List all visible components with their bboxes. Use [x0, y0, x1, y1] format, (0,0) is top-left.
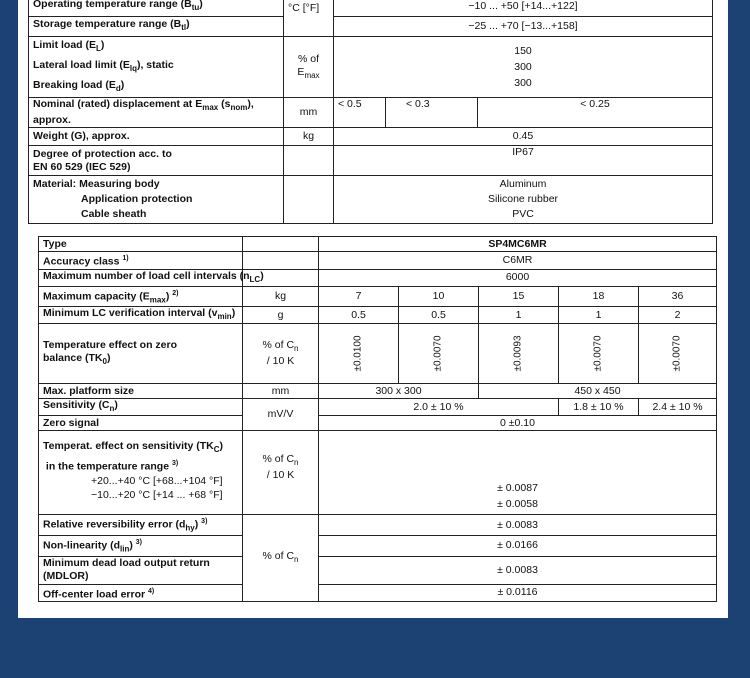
- capacity-value: 36: [639, 286, 717, 307]
- row-weight: [29, 128, 713, 146]
- vmin-value: 1: [559, 307, 639, 324]
- lateral-load-label: Lateral load limit $(E_{lq})$, static: [33, 59, 174, 74]
- tkc-range-1: +20...+40 °C [+68...+104 °F]: [91, 474, 223, 487]
- row-load-group: [29, 37, 713, 98]
- vmin-value: 2: [639, 307, 717, 324]
- vmin-value: 0.5: [399, 307, 479, 324]
- vmin-value: 0.5: [319, 307, 399, 324]
- nonlinearity-value: ± 0.0166: [319, 535, 717, 556]
- sensitivity-value: 2.0 ± 10 %: [319, 399, 559, 416]
- row-storage-temperature: Storage temperature range $(B_{tl})$ −25 ... +70 [−13...+158]: [29, 17, 713, 37]
- protection-value: IP67: [334, 146, 713, 176]
- row-operating-temperature: Operating temperature range $(B_{tu})$ °C [°F] −10 ... +50 [+14...+122]: [29, 0, 713, 17]
- row-intervals: Maximum number of load cell intervals $(n_{LC})$ 6000: [39, 269, 717, 286]
- accuracy-value: C6MR: [319, 252, 717, 270]
- row-sensitivity: Sensitivity $(C_n)$ mV/V 2.0 ± 10 % 1.8 ± 10 % 2.4 ± 10 %: [39, 399, 717, 416]
- specs-table-general: [28, 0, 713, 224]
- tk0-value: ±0.0100: [352, 335, 364, 372]
- vmin-unit: g: [243, 307, 319, 324]
- row-tk0: Temperature effect on zero balance $(TK_0)$ % of $C_n$ / 10 K ±0.0100 ±0.0070 ±0.0093 ±0.0070 ±0.0070: [39, 324, 717, 384]
- capacity-value: 15: [479, 286, 559, 307]
- row-mdlor: Minimum dead load output return (MDLOR) ± 0.0083: [39, 556, 717, 584]
- tkc-unit: % of $C_n$ / 10 K: [243, 431, 319, 515]
- specs-table-type: [38, 236, 717, 602]
- intervals-value: 6000: [319, 269, 717, 286]
- displacement-value-2: < 0.3: [386, 98, 478, 128]
- offcenter-value: ± 0.0116: [319, 584, 717, 602]
- weight-unit: kg: [284, 128, 334, 146]
- breaking-load-value: 300: [514, 77, 532, 90]
- capacity-value: 10: [399, 286, 479, 307]
- limit-load-label: Limit load $(E_L)$: [33, 39, 105, 54]
- tkc-value-2: ± 0.0058: [497, 498, 538, 511]
- tk0-value: ±0.0070: [432, 335, 444, 372]
- tk0-value: ±0.0070: [592, 335, 604, 372]
- row-material: Material: Measuring body Application protection Cable sheath Aluminum Silicone rubber PVC: [29, 176, 713, 224]
- row-offcenter: Off-center load error $^{4)}$ ± 0.0116: [39, 584, 717, 602]
- load-unit: % of $E_{max}$: [284, 37, 334, 98]
- row-platform: [39, 384, 717, 399]
- sensitivity-value: 2.4 ± 10 %: [639, 399, 717, 416]
- reversibility-value: ± 0.0083: [319, 515, 717, 536]
- mdlor-value: ± 0.0083: [319, 556, 717, 584]
- row-type: [39, 237, 717, 252]
- lateral-load-value: 300: [514, 61, 532, 74]
- platform-value: 300 x 300: [319, 384, 479, 399]
- row-tkc: Temperat. effect on sensitivity $(TK_C)$ in the temperature range $^{3)}$ +20...+40 °C [+68...+104 °F] −10...+20 °C [+14 ... +68 °F] % of $C_n$ / 10 K ± 0.0087 ± 0.0058: [39, 431, 717, 515]
- displacement-unit: mm: [284, 98, 334, 128]
- capacity-value: 18: [559, 286, 639, 307]
- material-protection-value: Silicone rubber: [487, 193, 559, 206]
- sensitivity-value: 1.8 ± 10 %: [559, 399, 639, 416]
- tk0-value: ±0.0093: [512, 335, 524, 372]
- tkc-range-2: −10...+20 °C [+14 ... +68 °F]: [91, 488, 223, 501]
- row-vmin: Minimum LC verification interval $(v_{min})$ g 0.5 0.5 1 1 2: [39, 307, 717, 324]
- type-value: SP4MC6MR: [319, 237, 717, 252]
- weight-value: 0.45: [334, 128, 713, 146]
- sensitivity-unit: mV/V: [243, 399, 319, 431]
- material-body-value: Aluminum: [499, 178, 547, 191]
- temp-unit: °C [°F]: [284, 0, 334, 37]
- row-accuracy: Accuracy class $^{1)}$ C6MR: [39, 252, 717, 270]
- row-capacity: Maximum capacity $(E_{max})$ $^{2)}$ kg 7 10 15 18 36: [39, 286, 717, 307]
- limit-load-value: 150: [514, 45, 532, 58]
- displacement-value-1: < 0.5: [334, 98, 386, 128]
- tk0-unit: % of $C_n$ / 10 K: [243, 324, 319, 384]
- material-cable-value: PVC: [512, 208, 534, 221]
- type-label: Type: [39, 237, 243, 252]
- capacity-value: 7: [319, 286, 399, 307]
- row-zero-signal: [39, 416, 717, 431]
- vmin-value: 1: [479, 307, 559, 324]
- zero-signal-value: 0 ±0.10: [319, 416, 717, 431]
- platform-label: Max. platform size: [39, 384, 243, 399]
- zero-signal-label: Zero signal: [39, 416, 243, 431]
- row-protection: Degree of protection acc. to EN 60 529 (IEC 529) IP67: [29, 146, 713, 176]
- capacity-unit: kg: [243, 286, 319, 307]
- op-temp-value: −10 ... +50 [+14...+122]: [334, 0, 713, 17]
- storage-temp-value: −25 ... +70 [−13...+158]: [334, 17, 713, 37]
- tkc-value-1: ± 0.0087: [497, 482, 538, 495]
- row-reversibility: Relative reversibility error $(d_{hy})$ $^{3)}$ % of $C_n$ ± 0.0083: [39, 515, 717, 536]
- tk0-value: ±0.0070: [672, 335, 684, 372]
- platform-value: 450 x 450: [479, 384, 717, 399]
- platform-unit: mm: [243, 384, 319, 399]
- breaking-load-label: Breaking load $(E_d)$: [33, 79, 125, 94]
- row-nonlinearity: Non-linearity $(d_{lin})$ $^{3)}$ ± 0.0166: [39, 535, 717, 556]
- weight-label: Weight (G), approx.: [29, 128, 284, 146]
- displacement-value-3: < 0.25: [478, 98, 713, 128]
- error-group-unit: % of $C_n$: [243, 515, 319, 602]
- row-displacement: Nominal (rated) displacement at $E_{max}$ $(s_{nom})$, approx. mm < 0.5 < 0.3 < 0.25: [29, 98, 713, 128]
